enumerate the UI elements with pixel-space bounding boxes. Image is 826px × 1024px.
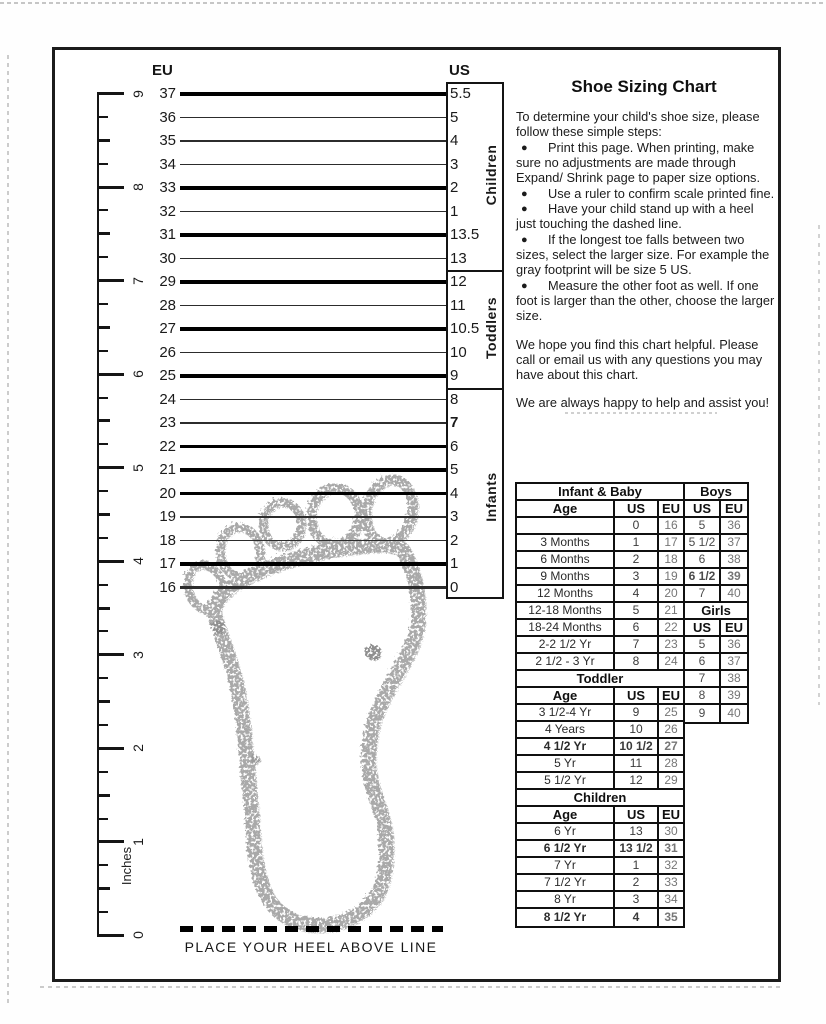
- eu-size-label: 28: [159, 296, 176, 314]
- size-table-right: [683, 482, 749, 724]
- ruler-quarter-tick: [97, 584, 108, 586]
- size-line: [180, 258, 446, 260]
- eu-size-label: 27: [159, 320, 176, 337]
- table-row: [517, 739, 683, 756]
- table-cell: 10 1/2: [615, 739, 659, 754]
- table-column-header: Age: [517, 501, 615, 516]
- ruler-inch-number: 0: [130, 931, 146, 940]
- table-cell: 8 Yr: [517, 892, 615, 907]
- size-line: [180, 280, 446, 284]
- size-line: [180, 516, 446, 518]
- table-row: [685, 654, 747, 671]
- instructions-note1: We hope you find this chart helpful. Please call or email us with any questions you may have about this chart.: [516, 336, 763, 382]
- table-cell: 7 Yr: [517, 858, 615, 873]
- table-section-header: Girls: [701, 603, 731, 618]
- table-cell: 0: [615, 518, 659, 533]
- size-line: [180, 468, 446, 472]
- size-line: [180, 352, 446, 354]
- table-cell: 12 Months: [517, 586, 615, 601]
- group-label-toddlers: Toddlers: [483, 296, 499, 360]
- us-size-label: 13: [450, 249, 467, 267]
- instructions-panel: [516, 110, 775, 412]
- table-row: [517, 603, 683, 620]
- instructions-intro: To determine your child's shoe size, please follow these simple steps:: [516, 109, 760, 139]
- table-cell: 31: [664, 841, 678, 855]
- table-cell: 19: [664, 569, 678, 583]
- instruction-bullet-3: ● Have your child stand up with a heel just touching the dashed line.: [516, 201, 754, 232]
- table-cell: 6 1/2: [685, 569, 721, 584]
- table-cell: 22: [664, 620, 678, 634]
- table-cell: 4: [615, 586, 659, 601]
- size-line: [180, 445, 446, 449]
- table-cell: 1: [615, 535, 659, 550]
- table-cell: 3: [615, 569, 659, 584]
- ruler-quarter-tick: [97, 700, 110, 703]
- table-cell: 6 Yr: [517, 824, 615, 839]
- ruler-inch-number: 8: [130, 183, 146, 191]
- size-line: [180, 140, 446, 142]
- eu-size-label: 34: [159, 155, 176, 173]
- instruction-bullet-5: ● Measure the other foot as well. If one foot is larger than the other, choose the larger size.: [516, 277, 775, 323]
- paragraph-gap: [516, 325, 775, 338]
- table-cell: 3: [615, 892, 659, 907]
- table-cell: 4 1/2 Yr: [517, 739, 615, 754]
- scan-edge-top: [0, 2, 826, 4]
- us-size-label: 6: [450, 437, 459, 455]
- table-cell: 32: [664, 858, 678, 872]
- us-size-label: 1: [450, 555, 459, 572]
- table-section-header: Boys: [700, 484, 732, 499]
- us-size-label: 8: [450, 390, 459, 408]
- table-column-header: US: [615, 807, 659, 822]
- instruction-bullet-4: ● If the longest toe falls between two sizes, select the larger size. For example the gray footprint will be size 5 US.: [516, 232, 770, 278]
- table-cell: 5 1/2: [685, 535, 721, 550]
- us-size-label: 12: [450, 273, 467, 290]
- table-cell: 6 Months: [517, 552, 615, 567]
- table-cell: 20: [664, 586, 678, 600]
- size-line: [180, 117, 446, 119]
- table-cell: 9 Months: [517, 569, 615, 584]
- ruler-quarter-tick: [97, 607, 110, 610]
- ruler-quarter-tick: [97, 163, 108, 165]
- ruler-inch-tick: [97, 373, 124, 376]
- ruler-inch-number: 3: [130, 650, 146, 659]
- table-row: [517, 705, 683, 722]
- ruler-quarter-tick: [97, 794, 110, 797]
- table-column-header: Age: [517, 688, 615, 703]
- table-cell: 7: [685, 586, 721, 601]
- ruler-quarter-tick: [97, 256, 108, 258]
- heel-instruction: PLACE YOUR HEEL ABOVE LINE: [184, 939, 438, 955]
- table-row: [517, 620, 683, 637]
- table-cell: 37: [727, 535, 741, 549]
- ruler-quarter-tick: [97, 326, 110, 329]
- scan-edge-left: [7, 55, 9, 1005]
- ruler-quarter-tick: [97, 818, 108, 820]
- ruler-inch-tick: [97, 560, 124, 563]
- table-cell: 12: [615, 773, 659, 788]
- table-cell: 4: [615, 909, 659, 926]
- eu-size-label: 36: [159, 108, 176, 126]
- table-section-header: Toddler: [576, 671, 624, 686]
- table-cell: 5 Yr: [517, 756, 615, 771]
- ruler-quarter-tick: [97, 443, 108, 445]
- table-cell: 6: [685, 654, 721, 669]
- ruler-inch-tick: [97, 466, 124, 469]
- table-cell: 6: [615, 620, 659, 635]
- ruler-quarter-tick: [97, 724, 108, 726]
- table-cell: 35: [664, 910, 678, 924]
- us-size-label: 11: [450, 296, 466, 314]
- us-size-label: 5: [450, 461, 459, 478]
- table-cell: 24: [664, 654, 678, 668]
- table-row: [517, 586, 683, 603]
- ruler-inch-number: 1: [130, 838, 146, 846]
- table-row: [517, 807, 683, 824]
- table-row: [517, 654, 683, 671]
- us-size-label: 1: [450, 202, 459, 220]
- ruler-unit-label: Inches: [119, 846, 134, 886]
- ruler-quarter-tick: [97, 490, 108, 492]
- table-cell: 5: [685, 637, 721, 652]
- table-cell: 33: [664, 875, 678, 889]
- table-column-header: EU: [661, 501, 681, 516]
- eu-size-label: 29: [159, 273, 176, 290]
- ruler-quarter-tick: [97, 677, 108, 679]
- ruler-inch-number: 5: [130, 463, 146, 472]
- table-row: [685, 688, 747, 705]
- table-row: [685, 637, 747, 654]
- ruler-quarter-tick: [97, 513, 110, 516]
- size-line: [180, 233, 446, 237]
- instruction-bullet-2: ● Use a ruler to confirm scale printed fine.: [516, 187, 775, 202]
- size-table-left: [515, 482, 685, 928]
- scan-edge-right: [818, 225, 820, 705]
- table-row: [517, 637, 683, 654]
- bullet-icon: ●: [521, 203, 528, 216]
- us-column-header: US: [449, 62, 470, 79]
- us-size-label: 4: [450, 484, 459, 502]
- ruler-inch-number: 4: [130, 557, 146, 566]
- table-row: [685, 501, 747, 518]
- us-size-label: 7: [450, 414, 459, 431]
- scan-smudge-line: [565, 412, 717, 414]
- size-line: [180, 492, 446, 496]
- table-cell: 18: [664, 552, 678, 566]
- table-column-header: EU: [724, 501, 744, 516]
- table-cell: 1: [615, 858, 659, 873]
- ruler-quarter-tick: [97, 303, 108, 305]
- table-column-header: Age: [517, 807, 615, 822]
- eu-size-label: 23: [159, 414, 176, 431]
- table-row: [517, 824, 683, 841]
- ruler-inch-number: 6: [130, 370, 146, 379]
- table-section-header: Children: [573, 790, 627, 805]
- table-row: [517, 892, 683, 909]
- table-row: [517, 756, 683, 773]
- ruler-quarter-tick: [97, 864, 108, 866]
- table-cell: 8: [615, 654, 659, 669]
- eu-size-label: 26: [159, 343, 176, 361]
- ruler-quarter-tick: [97, 350, 108, 352]
- eu-size-label: 17: [159, 555, 176, 572]
- ruler-inch-tick: [97, 279, 124, 282]
- table-row: [685, 671, 747, 688]
- us-size-label: 9: [450, 367, 459, 384]
- eu-size-label: 24: [159, 390, 176, 408]
- scan-edge-bottom: [40, 986, 780, 988]
- ruler-quarter-tick: [97, 887, 110, 890]
- table-cell: 26: [664, 722, 678, 736]
- bullet-icon: ●: [521, 234, 528, 247]
- table-column-header: EU: [661, 688, 681, 703]
- table-cell: 4 Years: [517, 722, 615, 737]
- table-row: [685, 552, 747, 569]
- ruler-inch-tick: [97, 934, 124, 937]
- table-cell: 23: [664, 637, 678, 651]
- size-line: [180, 211, 446, 213]
- table-cell: 8 1/2 Yr: [517, 909, 615, 926]
- footprint-graphic: [170, 455, 460, 945]
- us-size-label: 13.5: [450, 226, 480, 243]
- size-line: [180, 422, 446, 424]
- ruler-quarter-tick: [97, 209, 108, 211]
- table-cell: 7 1/2 Yr: [517, 875, 615, 890]
- table-column-header: US: [685, 620, 721, 635]
- page-title: Shoe Sizing Chart: [571, 77, 717, 96]
- table-cell: 17: [664, 535, 678, 549]
- table-row: [517, 858, 683, 875]
- eu-size-label: 20: [159, 484, 176, 502]
- eu-size-label: 35: [159, 132, 176, 149]
- ruler-quarter-tick: [97, 911, 108, 913]
- table-cell: 25: [664, 705, 678, 719]
- us-size-label: 2: [450, 531, 459, 549]
- ruler-quarter-tick: [97, 630, 108, 632]
- table-column-header: US: [685, 501, 721, 516]
- eu-size-label: 32: [159, 202, 176, 220]
- table-cell: 5: [685, 518, 721, 533]
- bullet-icon: ●: [521, 187, 528, 200]
- table-cell: 28: [664, 756, 678, 770]
- table-cell: 21: [664, 603, 678, 617]
- table-cell: 38: [727, 671, 741, 685]
- eu-size-label: 31: [159, 226, 176, 243]
- table-cell: 36: [727, 637, 741, 651]
- size-line: [180, 540, 446, 542]
- table-cell: 7: [685, 671, 721, 686]
- us-size-label: 10: [450, 343, 467, 361]
- table-row: [685, 586, 747, 603]
- instruction-bullet-1: ● Print this page. When printing, make sure no adjustments are made through Expand/ Shrink page to paper size options.: [516, 139, 761, 185]
- ruler-inch-number: 9: [130, 89, 146, 98]
- table-row: [517, 518, 683, 535]
- table-cell: 5: [615, 603, 659, 618]
- ruler-quarter-tick: [97, 116, 108, 118]
- table-cell: 40: [727, 586, 741, 600]
- ruler-inch-tick: [97, 653, 124, 656]
- us-size-label: 5.5: [450, 85, 471, 102]
- ruler-quarter-tick: [97, 397, 108, 399]
- table-cell: 27: [664, 739, 678, 753]
- table-column-header: US: [615, 501, 659, 516]
- size-line: [180, 374, 446, 378]
- table-row: [685, 603, 747, 620]
- table-cell: 9: [685, 705, 721, 722]
- table-cell: 12-18 Months: [517, 603, 615, 618]
- table-row: [517, 841, 683, 858]
- size-line: [180, 399, 446, 401]
- table-cell: 9: [615, 705, 659, 720]
- eu-size-label: 18: [159, 531, 176, 549]
- ruler-inch-number: 2: [130, 744, 146, 753]
- table-cell: 2: [615, 552, 659, 567]
- ruler-quarter-tick: [97, 139, 110, 142]
- table-cell: 13 1/2: [615, 841, 659, 856]
- table-column-header: US: [615, 688, 659, 703]
- table-row: [685, 620, 747, 637]
- size-line: [180, 164, 446, 166]
- table-cell: 6: [685, 552, 721, 567]
- table-row: [517, 773, 683, 790]
- table-row: [685, 569, 747, 586]
- table-cell: 16: [664, 518, 678, 532]
- eu-size-label: 33: [159, 179, 176, 196]
- table-row: [517, 671, 683, 688]
- table-row: [517, 501, 683, 518]
- table-cell: 34: [664, 892, 678, 906]
- table-cell: 39: [727, 688, 741, 702]
- size-line: [180, 92, 446, 96]
- ruler-inch-number: 7: [130, 276, 146, 285]
- eu-size-label: 16: [159, 578, 176, 596]
- eu-size-label: 37: [159, 85, 176, 102]
- bullet-icon: ●: [521, 141, 528, 154]
- table-cell: 11: [615, 756, 659, 771]
- table-cell: 10: [615, 722, 659, 737]
- table-row: [517, 909, 683, 926]
- bullet-icon: ●: [521, 279, 528, 292]
- instructions-note2: We are always happy to help and assist you!: [516, 395, 770, 411]
- table-row: [517, 875, 683, 892]
- table-cell: 13: [615, 824, 659, 839]
- table-cell: 5 1/2 Yr: [517, 773, 615, 788]
- table-cell: 38: [727, 552, 741, 566]
- ruler-quarter-tick: [97, 537, 108, 539]
- eu-size-label: 25: [159, 367, 176, 384]
- table-row: [517, 790, 683, 807]
- table-section-header: Infant & Baby: [558, 484, 642, 499]
- group-label-infants: Infants: [483, 472, 499, 522]
- table-row: [517, 552, 683, 569]
- size-line: [180, 562, 446, 566]
- table-row: [517, 484, 683, 501]
- table-column-header: EU: [661, 807, 681, 822]
- table-cell: 2 1/2 - 3 Yr: [517, 654, 615, 669]
- table-cell: 3 1/2-4 Yr: [517, 705, 615, 720]
- ruler-quarter-tick: [97, 771, 108, 773]
- table-cell: 36: [727, 518, 741, 532]
- table-cell: 37: [727, 654, 741, 668]
- size-line: [180, 586, 446, 589]
- size-line: [180, 305, 446, 307]
- table-cell: 2: [615, 875, 659, 890]
- table-cell: 8: [685, 688, 721, 703]
- table-cell: 6 1/2 Yr: [517, 841, 615, 856]
- us-size-label: 3: [450, 155, 459, 173]
- ruler-inch-tick: [97, 92, 124, 95]
- table-cell: 39: [727, 569, 741, 583]
- eu-size-label: 19: [159, 508, 176, 525]
- table-row: [685, 535, 747, 552]
- us-size-label: 3: [450, 508, 459, 525]
- us-size-label: 2: [450, 179, 459, 196]
- table-cell: [517, 518, 615, 533]
- table-cell: 7: [615, 637, 659, 652]
- us-box-divider: [446, 270, 504, 272]
- table-row: [685, 518, 747, 535]
- ruler-quarter-tick: [97, 419, 110, 422]
- table-cell: 2-2 1/2 Yr: [517, 637, 615, 652]
- ruler-inch-tick: [97, 186, 124, 189]
- size-line: [180, 186, 446, 190]
- table-cell: 18-24 Months: [517, 620, 615, 635]
- table-row: [685, 705, 747, 722]
- table-row: [517, 688, 683, 705]
- ruler-inch-tick: [97, 747, 124, 750]
- ruler-quarter-tick: [97, 232, 110, 235]
- size-line: [180, 327, 446, 331]
- table-cell: 3 Months: [517, 535, 615, 550]
- table-row: [685, 484, 747, 501]
- table-row: [517, 569, 683, 586]
- group-label-children: Children: [483, 144, 499, 206]
- table-cell: 29: [664, 773, 678, 787]
- us-size-label: 4: [450, 132, 459, 149]
- us-size-label: 0: [450, 578, 459, 596]
- eu-size-label: 22: [159, 437, 176, 455]
- us-size-label: 5: [450, 108, 459, 126]
- eu-column-header: EU: [152, 62, 173, 79]
- table-column-header: EU: [724, 620, 744, 635]
- heel-dashed-line: [180, 926, 443, 932]
- eu-size-label: 21: [159, 461, 176, 478]
- table-row: [517, 535, 683, 552]
- eu-size-label: 30: [159, 249, 176, 267]
- table-cell: 30: [664, 824, 678, 838]
- table-cell: 40: [727, 706, 741, 720]
- us-size-label: 10.5: [450, 320, 480, 337]
- table-row: [517, 722, 683, 739]
